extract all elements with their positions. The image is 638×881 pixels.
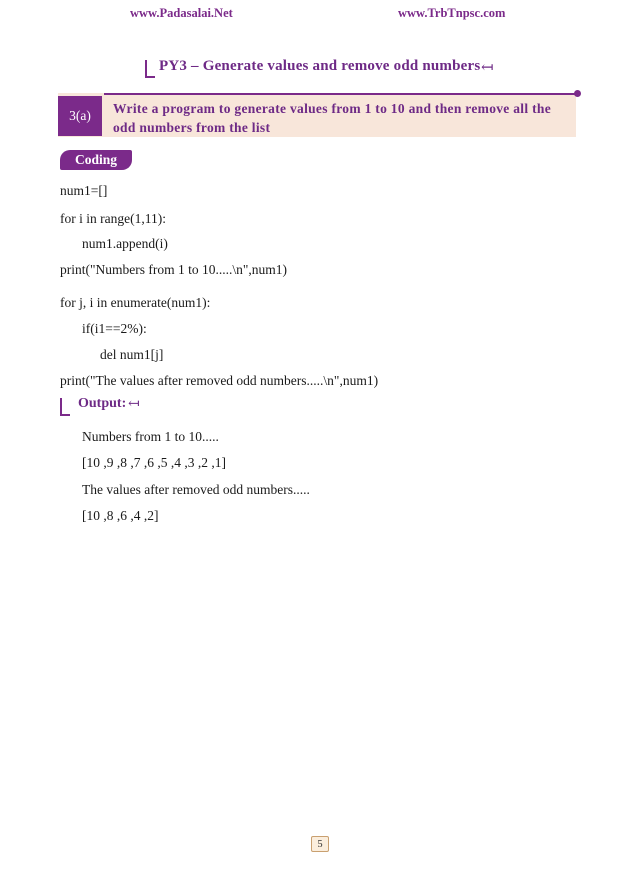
code-line: num1.append(i)	[82, 236, 168, 251]
bracket-decoration-icon	[145, 60, 155, 78]
question-top-rule	[104, 93, 576, 95]
code-line: for i in range(1,11):	[60, 211, 166, 226]
question-text: Write a program to generate values from 1 to 10 and then remove all the odd numbers from the list	[113, 101, 551, 135]
output-line: [10 ,8 ,6 ,4 ,2]	[82, 508, 159, 523]
header-right-site[interactable]: www.TrbTnpsc.com	[398, 6, 506, 20]
question-number: 3(a)	[58, 96, 102, 136]
return-arrow-icon: ↤	[481, 60, 494, 76]
code-line: num1=[]	[60, 183, 108, 198]
output-line: [10 ,9 ,8 ,7 ,6 ,5 ,4 ,3 ,2 ,1]	[82, 455, 226, 470]
return-arrow-icon: ↤	[128, 397, 140, 412]
output-label: Output:	[78, 396, 127, 411]
section-title	[145, 58, 495, 80]
header-left-site[interactable]: www.Padasalai.Net	[130, 6, 233, 20]
question-dot-icon	[574, 90, 581, 97]
output-heading	[60, 396, 150, 418]
code-line: print("Numbers from 1 to 10.....\n",num1)	[60, 262, 287, 277]
code-line: print("The values after removed odd numbers.....\n",num1)	[60, 373, 379, 388]
code-line: if(i1==2%):	[82, 321, 147, 336]
output-line: Numbers from 1 to 10.....	[82, 429, 219, 444]
section-title-text: PY3 – Generate values and remove odd numbers	[159, 58, 481, 74]
bracket-decoration-icon	[60, 398, 70, 416]
page-number: 5	[311, 836, 329, 852]
code-line: del num1[j]	[100, 347, 164, 362]
code-line: for j, i in enumerate(num1):	[60, 295, 211, 310]
coding-label: Coding	[60, 150, 132, 170]
output-line: The values after removed odd numbers.....	[82, 482, 310, 497]
